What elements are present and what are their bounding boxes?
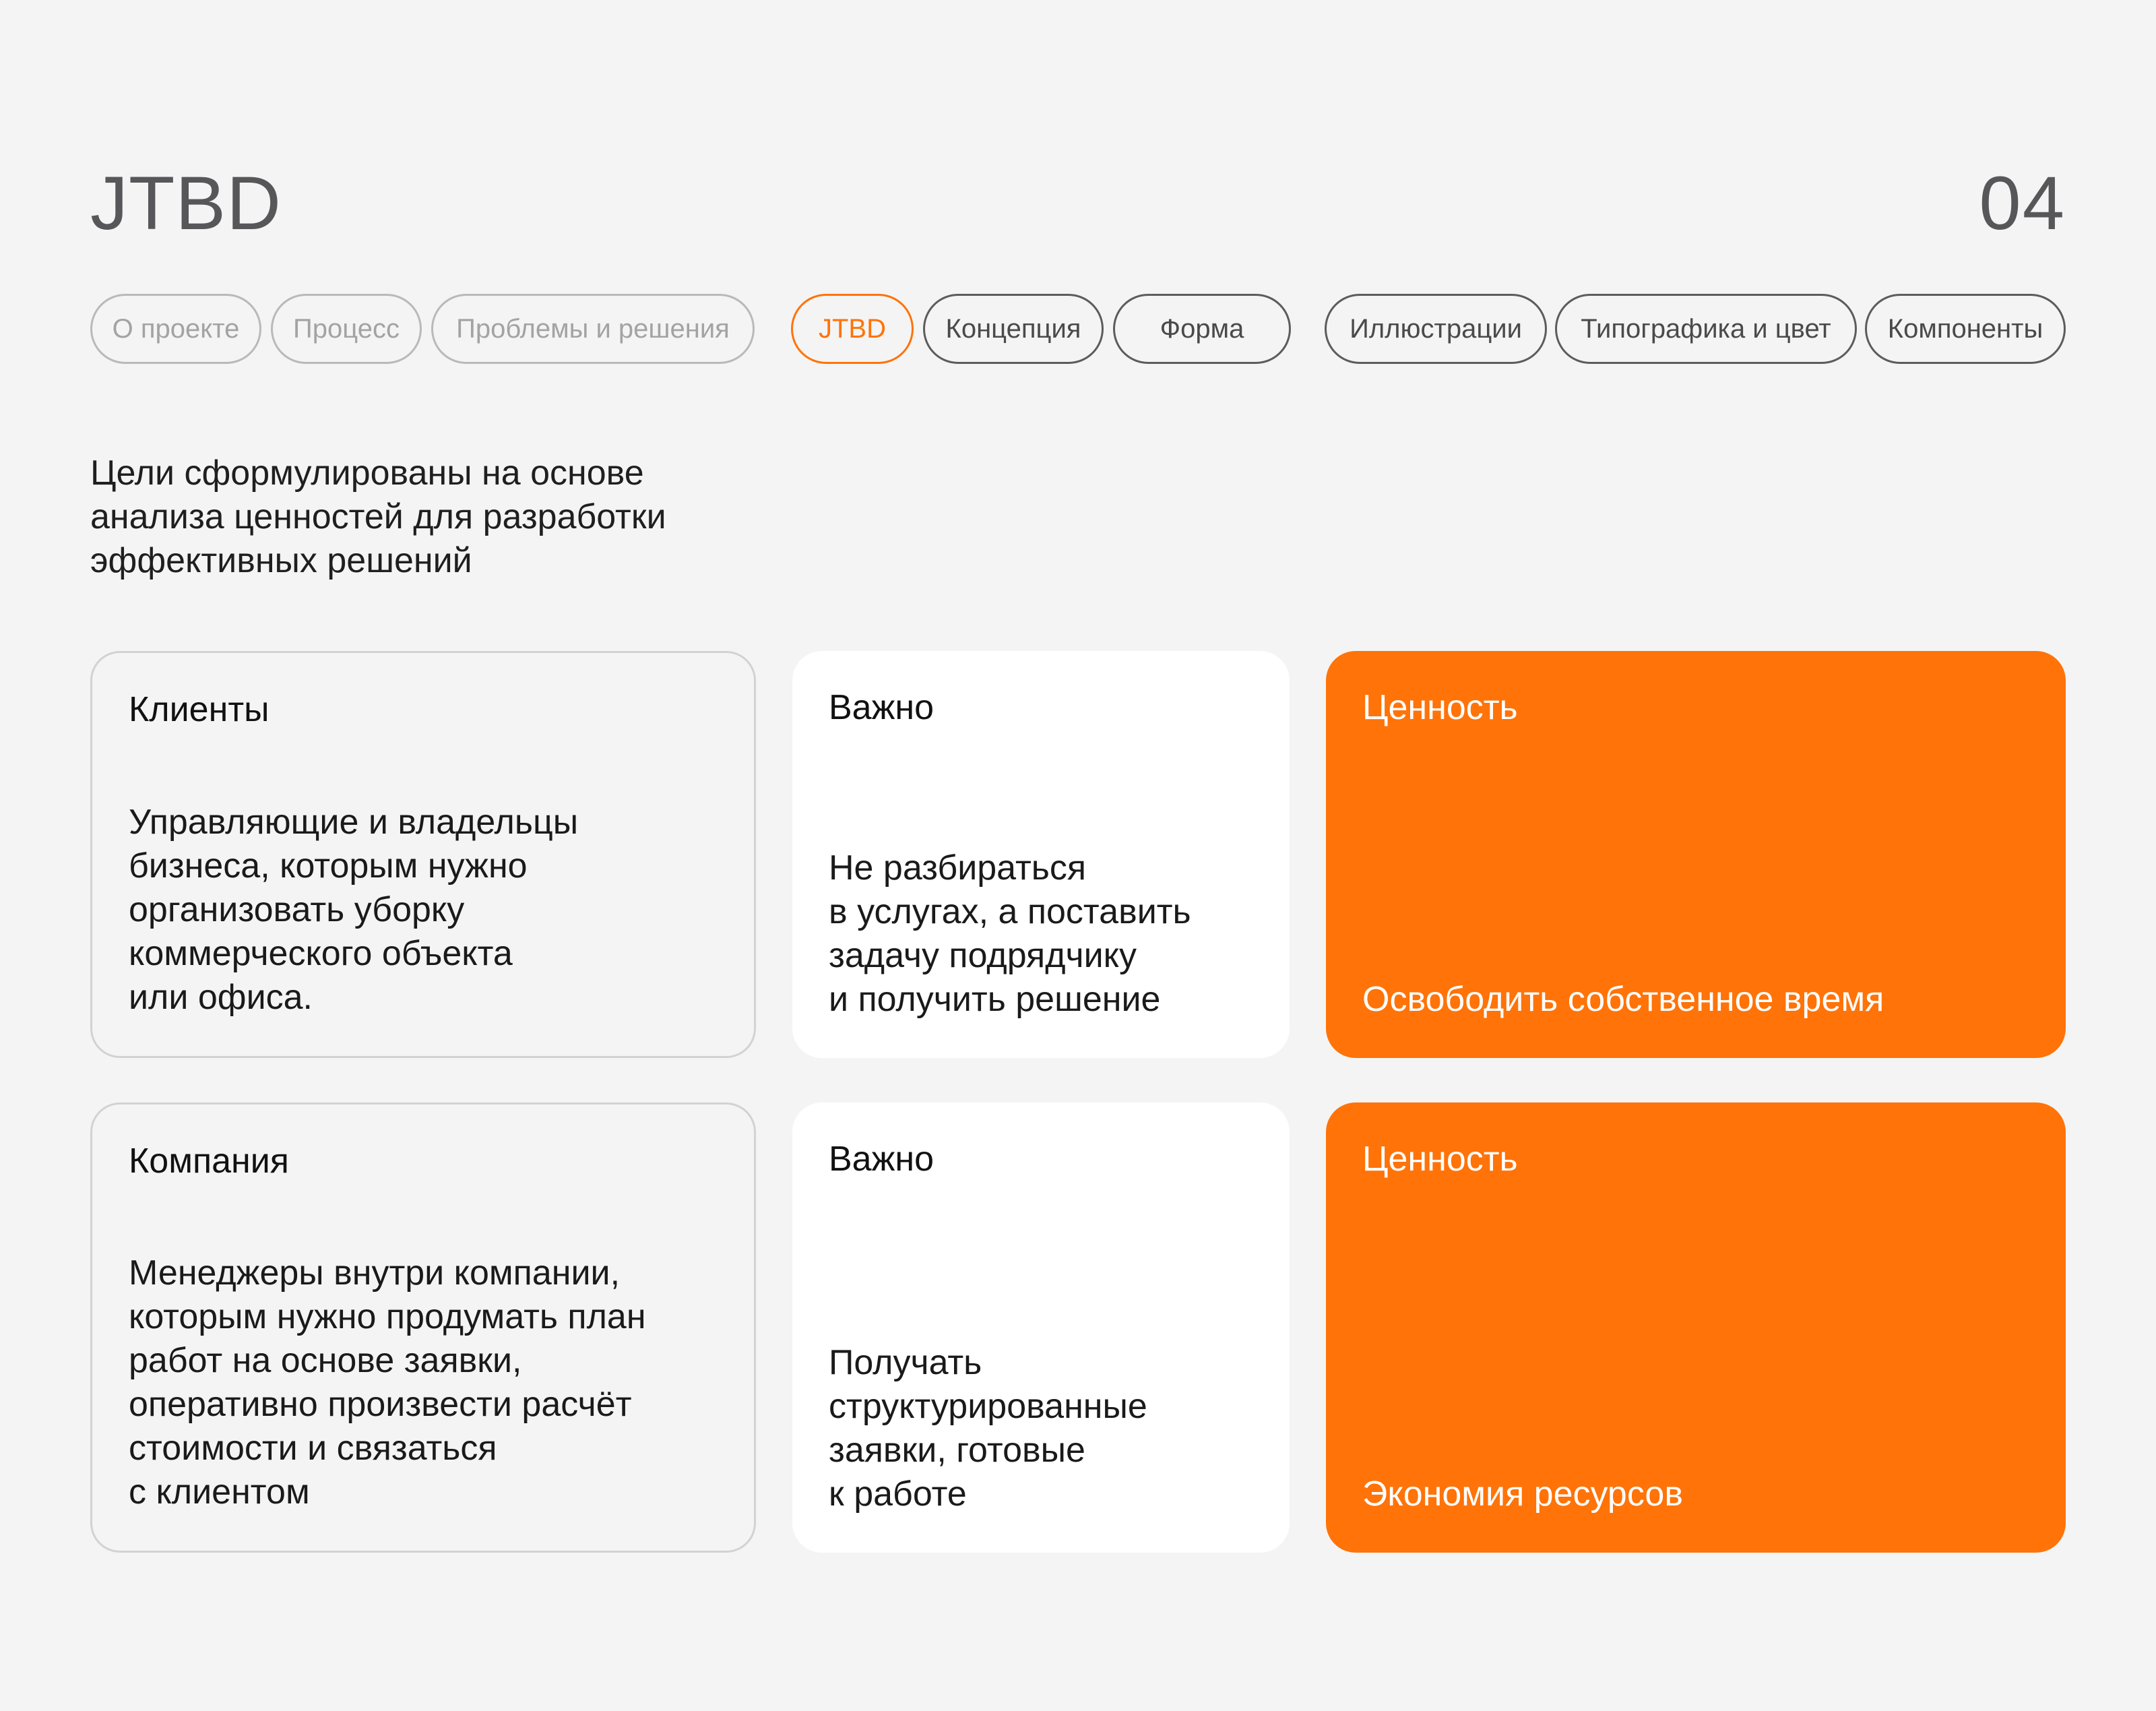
page-number: 04 xyxy=(1979,161,2066,245)
card-text: Менеджеры внутри компании, которым нужно продумать план работ на основе заявки, оперативно произвести расчёт стоимости и связаться с клиентом xyxy=(129,1253,646,1512)
card-text: Управляющие и владельцы бизнеса, которым нужно организовать уборку коммерческого объекта или офиса. xyxy=(129,803,579,1017)
card-title: Важно xyxy=(829,1140,934,1179)
card-text: Экономия ресурсов xyxy=(1362,1474,1683,1514)
nav-item-typography-color[interactable]: Типографика и цвет xyxy=(1555,294,1857,364)
card-title: Компания xyxy=(129,1142,289,1181)
card-important-clients xyxy=(792,651,1290,1058)
nav-item-illustrations[interactable]: Иллюстрации xyxy=(1325,294,1547,364)
nav-item-about[interactable]: О проекте xyxy=(90,294,261,364)
card-value-company xyxy=(1326,1102,2066,1553)
card-segment-clients xyxy=(90,651,756,1058)
card-segment-company xyxy=(90,1102,756,1553)
page-title: JTBD xyxy=(90,161,282,245)
card-text: Освободить собственное время xyxy=(1362,980,1884,1019)
intro-text: Цели сформулированы на основе анализа ценностей для разработки эффективных решений xyxy=(90,454,666,580)
card-value-clients xyxy=(1326,651,2066,1058)
nav-item-concept[interactable]: Концепция xyxy=(923,294,1104,364)
nav-item-form[interactable]: Форма xyxy=(1113,294,1291,364)
card-text: Не разбираться в услугах, а поставить задачу подрядчику и получить решение xyxy=(829,848,1191,1019)
nav-item-process[interactable]: Процесс xyxy=(271,294,422,364)
card-title: Важно xyxy=(829,688,934,727)
card-title: Клиенты xyxy=(129,690,270,729)
nav-item-jtbd[interactable]: JTBD xyxy=(791,294,914,364)
nav-item-problems-solutions[interactable]: Проблемы и решения xyxy=(431,294,755,364)
card-important-company xyxy=(792,1102,1290,1553)
card-title: Ценность xyxy=(1362,688,1518,727)
section-nav xyxy=(0,294,2156,364)
card-text: Получать структурированные заявки, готовые к работе xyxy=(829,1343,1147,1514)
card-title: Ценность xyxy=(1362,1140,1518,1179)
nav-item-components[interactable]: Компоненты xyxy=(1865,294,2066,364)
